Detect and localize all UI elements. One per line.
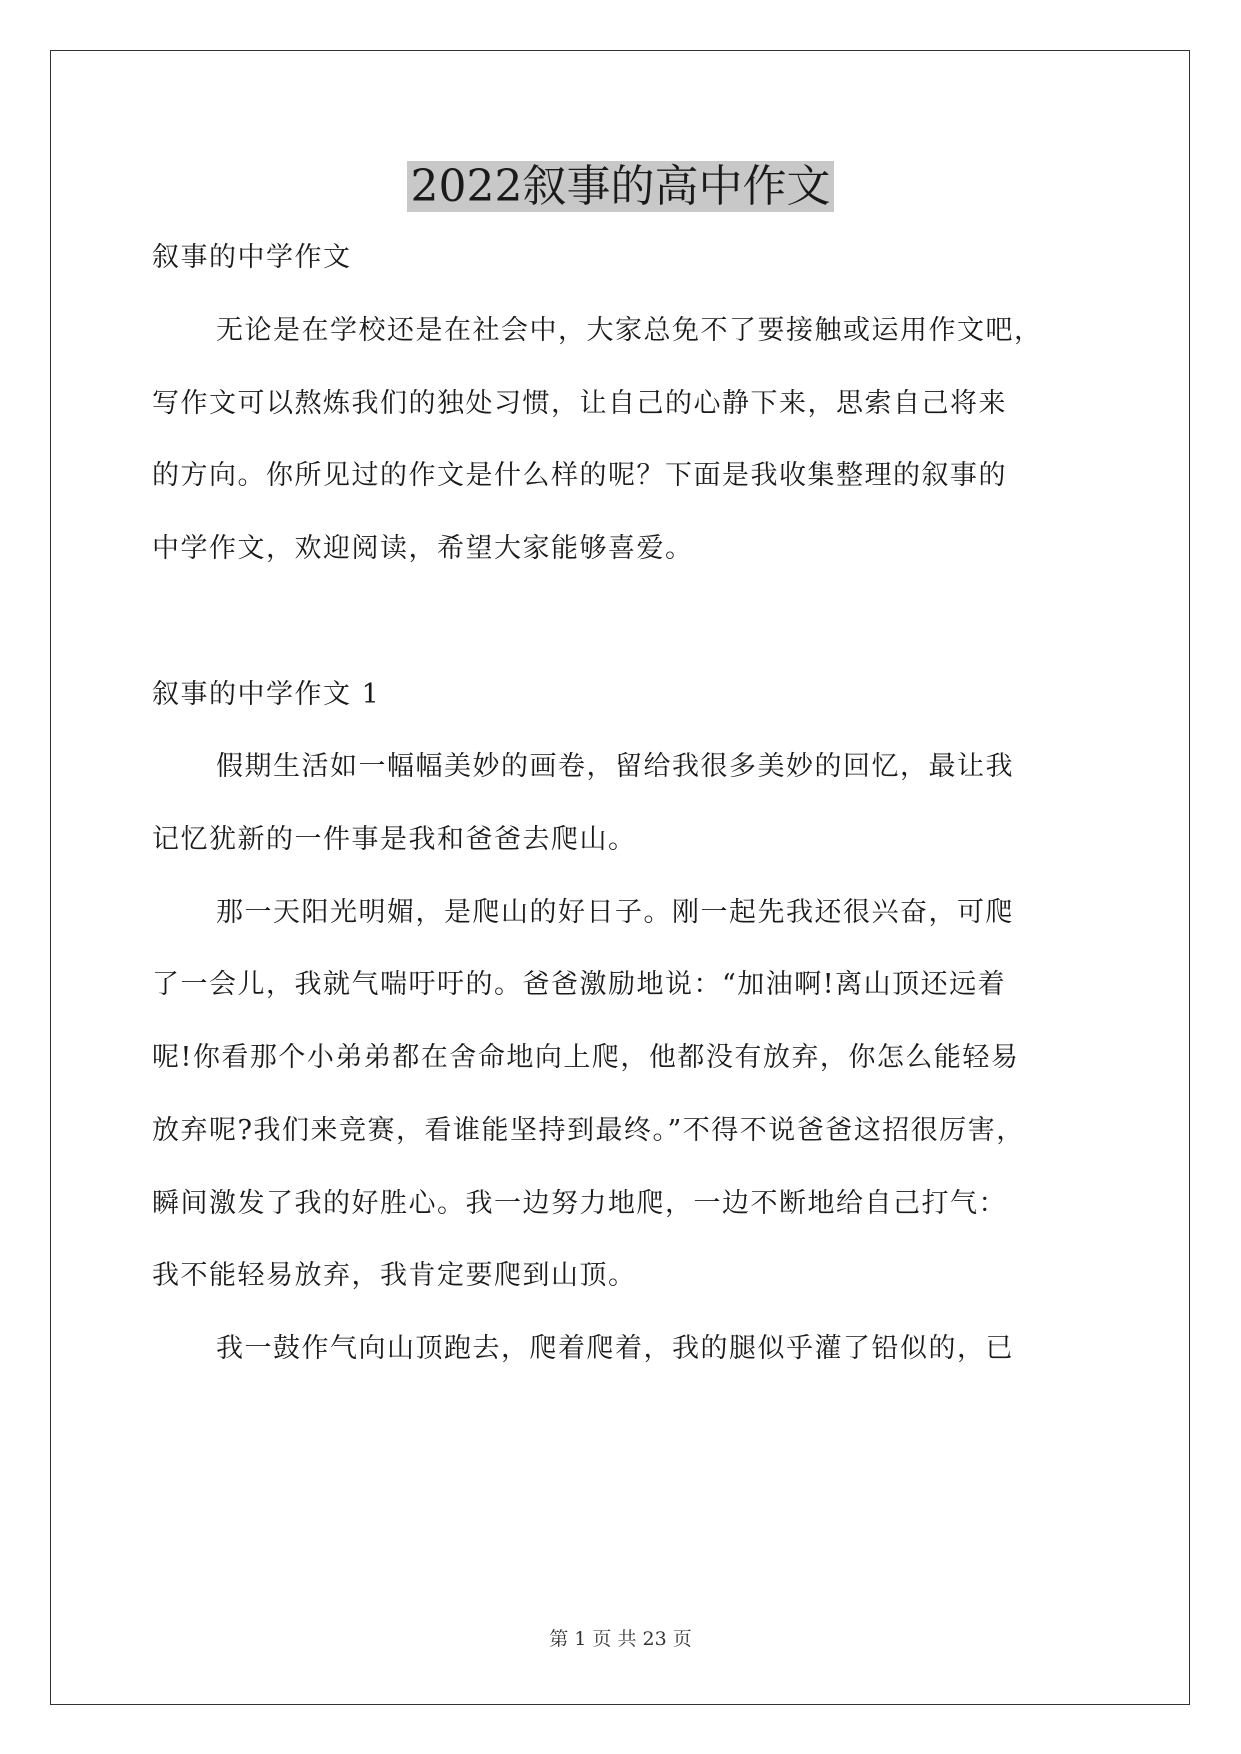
page-number: 第 1 页 共 23 页 xyxy=(549,1628,692,1650)
title-text: 2022叙事的高中作文 xyxy=(407,161,835,212)
paragraph-line: 了一会儿，我就气喘吁吁的。爸爸激励地说：“加油啊!离山顶还远着 xyxy=(152,969,1007,1000)
paragraph-line: 呢!你看那个小弟弟都在舍命地向上爬，他都没有放弃，你怎么能轻易 xyxy=(152,1042,1020,1073)
paragraph-line: 放弃呢?我们来竞赛，看谁能坚持到最终。”不得不说爸爸这招很厉害， xyxy=(152,1115,1025,1146)
page-footer xyxy=(0,1626,1241,1652)
paragraph-line: 我不能轻易放弃，我肯定要爬到山顶。 xyxy=(152,1260,637,1291)
paragraph-line: 无论是在学校还是在社会中，大家总免不了要接触或运用作文吧， xyxy=(216,315,1043,346)
paragraph-line: 假期生活如一幅幅美妙的画卷，留给我很多美妙的回忆，最让我 xyxy=(216,751,1014,782)
paragraph-line: 瞬间激发了我的好胜心。我一边努力地爬，一边不断地给自己打气： xyxy=(152,1188,1007,1219)
paragraph-line: 写作文可以熬炼我们的独处习惯，让自己的心静下来，思索自己将来 xyxy=(152,388,1007,419)
document-title xyxy=(0,158,1241,216)
section-heading: 叙事的中学作文 1 xyxy=(152,679,381,710)
section-heading: 叙事的中学作文 xyxy=(152,242,352,273)
paragraph-line: 我一鼓作气向山顶跑去，爬着爬着，我的腿似乎灌了铅似的，已 xyxy=(216,1333,1014,1364)
paragraph-line: 记忆犹新的一件事是我和爸爸去爬山。 xyxy=(152,824,637,855)
paragraph-line: 那一天阳光明媚，是爬山的好日子。刚一起先我还很兴奋，可爬 xyxy=(216,897,1014,928)
paragraph-line: 中学作文，欢迎阅读，希望大家能够喜爱。 xyxy=(152,533,694,564)
page-border xyxy=(50,50,1190,1705)
paragraph-line: 的方向。你所见过的作文是什么样的呢？下面是我收集整理的叙事的 xyxy=(152,460,1007,491)
